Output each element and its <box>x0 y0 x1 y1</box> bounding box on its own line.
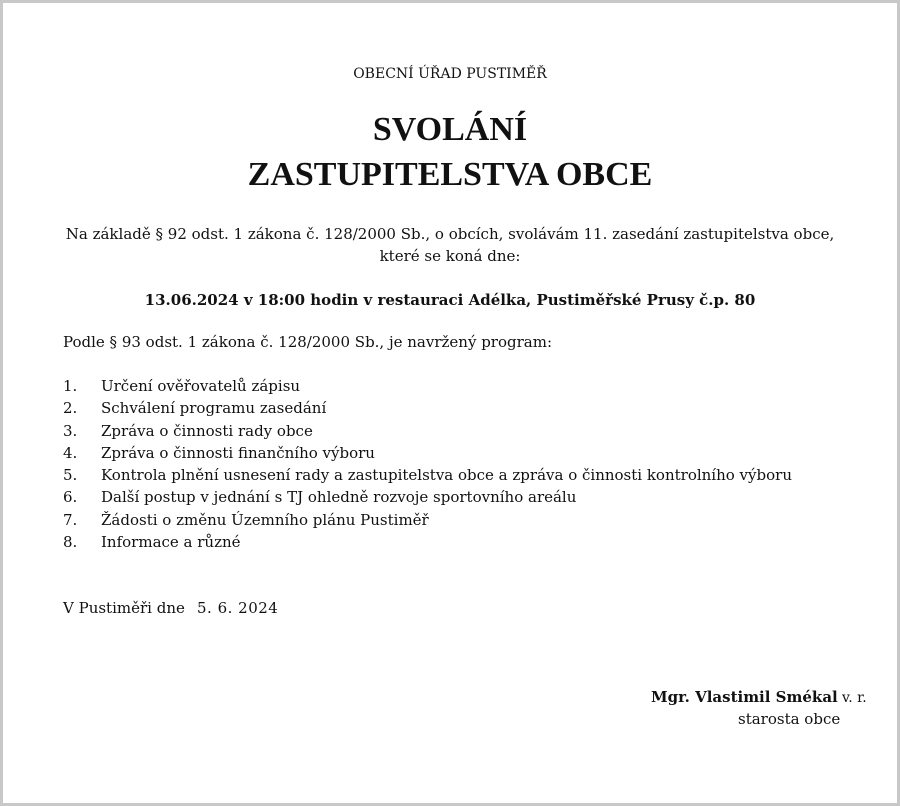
agenda-item <box>63 442 792 464</box>
agenda-list <box>63 375 792 553</box>
agenda-item <box>63 420 792 442</box>
intro-text-line1: Na základě § 92 odst. 1 zákona č. 128/2000 Sb., o obcích, svolávám 11. zasedání zastupitelstva obce, <box>65 225 835 243</box>
agenda-item-text: Schválení programu zasedání <box>101 399 327 418</box>
document-date: 5. 6. 2024 <box>197 599 279 617</box>
agenda-item <box>63 509 792 531</box>
agenda-item <box>63 531 792 553</box>
agenda-item <box>63 397 792 419</box>
agenda-item-text: Určení ověřovatelů zápisu <box>101 377 301 395</box>
agenda-item <box>63 486 792 508</box>
document-title-line2: ZASTUPITELSTVA OBCE <box>247 156 653 193</box>
agenda-item-number: 2. <box>63 399 78 418</box>
agenda-item-text: Kontrola plnění usnesení rady a zastupitelstva obce a zpráva o činnosti kontrolního výboru <box>101 466 792 485</box>
signer-role: starosta obce <box>738 710 841 728</box>
agenda-item <box>63 464 792 486</box>
meeting-details: 13.06.2024 v 18:00 hodin v restauraci Adélka, Pustiměřské Prusy č.p. 80 <box>144 291 756 309</box>
signer-suffix: v. r. <box>842 690 867 706</box>
place-label: V Pustiměři dne <box>63 599 185 617</box>
agenda-item-number: 5. <box>63 466 78 485</box>
program-intro: Podle § 93 odst. 1 zákona č. 128/2000 Sb., je navržený program: <box>63 333 552 351</box>
document-title-line1: SVOLÁNÍ <box>372 111 528 148</box>
agenda-item-number: 4. <box>63 443 78 462</box>
agenda-item-text: Další postup v jednání s TJ ohledně rozvoje sportovního areálu <box>101 488 577 507</box>
agenda-item-number: 7. <box>63 510 78 529</box>
agenda-item-number: 3. <box>63 421 78 440</box>
agenda-item-text: Informace a různé <box>101 533 241 552</box>
document-page <box>3 3 897 803</box>
agenda-item-text: Žádosti o změnu Územního plánu Pustiměř <box>101 510 429 529</box>
agenda-item-number: 1. <box>63 377 78 395</box>
agenda-item-number: 6. <box>63 488 78 507</box>
signer-name: Mgr. Vlastimil Smékal <box>651 688 838 706</box>
agenda-item-number: 8. <box>63 533 78 552</box>
agenda-item-text: Zpráva o činnosti finančního výboru <box>101 443 375 462</box>
office-header: OBECNÍ ÚŘAD PUSTIMĚŘ <box>353 66 547 82</box>
agenda-item <box>63 375 792 397</box>
agenda-item-text: Zpráva o činnosti rady obce <box>101 421 313 440</box>
intro-text-line2: které se koná dne: <box>379 247 521 265</box>
